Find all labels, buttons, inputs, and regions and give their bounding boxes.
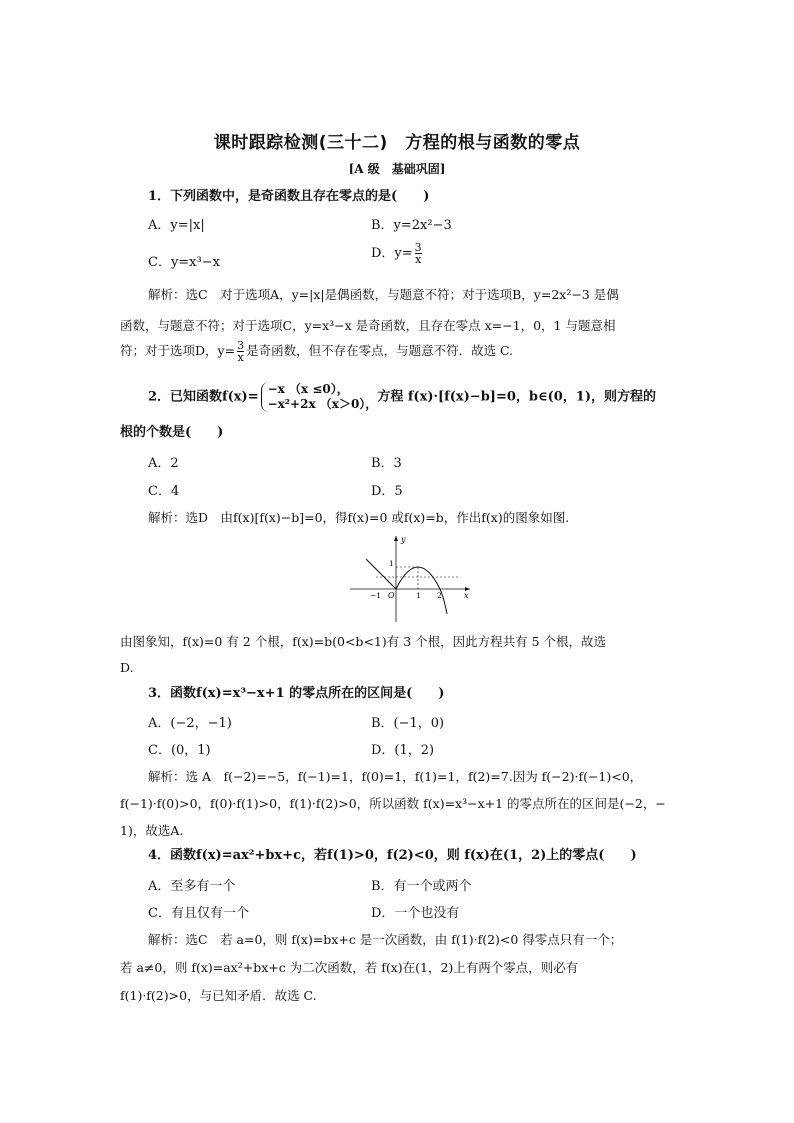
q3-option-d: D．(1，2) bbox=[371, 743, 435, 758]
q3-option-c: C．(0，1) bbox=[148, 743, 211, 758]
tick-label-1: 1 bbox=[416, 591, 421, 600]
q3-option-b: B．(−1，0) bbox=[371, 716, 445, 731]
tick-label-neg1: −1 bbox=[370, 591, 382, 600]
origin-label: O bbox=[388, 591, 395, 600]
fraction-numerator: 3 bbox=[414, 241, 422, 254]
q2-solution-line-1: 解析：选D 由f(x)[f(x)−b]=0，得f(x)=0 或f(x)=b，作出f(x)的图象如图. bbox=[148, 510, 570, 525]
question-3-stem: 3．函数f(x)=x³−x+1 的零点所在的区间是( ) bbox=[148, 686, 445, 701]
y-axis-label: y bbox=[401, 535, 406, 544]
y-tick-label-1: 1 bbox=[389, 559, 394, 568]
q1-option-d bbox=[371, 242, 424, 265]
function-graph bbox=[346, 532, 476, 624]
x-axis-label: x bbox=[464, 591, 469, 600]
sol3-prefix: 符；对于选项D，y= bbox=[120, 343, 236, 358]
question-1-stem: 1．下列函数中，是奇函数且存在零点的是( ) bbox=[148, 189, 430, 204]
question-4-stem: 4．函数f(x)=ax²+bx+c，若f(1)>0，f(2)<0，则 f(x)在(1，2)上的零点( ) bbox=[148, 848, 637, 863]
q2-stem-suffix: 方程 f(x)·[f(x)−b]=0，b∈(0，1)，则方程的 bbox=[377, 389, 656, 405]
q3-solution-line-1: 解析：选 A f(−2)=−5，f(−1)=1，f(0)=1，f(1)=1，f(2)=7.因为 f(−2)·f(−1)<0， bbox=[148, 769, 643, 784]
q3-solution-line-3: 1)，故选A. bbox=[120, 823, 184, 838]
page-title: 课时跟踪检测(三十二) 方程的根与函数的零点 bbox=[213, 133, 581, 153]
q1-option-a: A．y=|x| bbox=[148, 218, 205, 233]
q2-option-c: C．4 bbox=[148, 484, 180, 499]
q4-option-a: A．至多有一个 bbox=[148, 879, 236, 894]
q2-solution-line-2: 由图象知，f(x)=0 有 2 个根，f(x)=b(0<b<1)有 3 个根，因此方程共有 5 个根，故选 bbox=[120, 634, 607, 649]
piecewise-function bbox=[261, 382, 378, 412]
q1-option-d-prefix: D．y= bbox=[371, 246, 413, 261]
q1-option-b: B．y=2x²−3 bbox=[371, 218, 452, 233]
fraction-denominator: x bbox=[237, 351, 244, 364]
q1-solution-line-1: 解析：选C 对于选项A，y=|x|是偶函数，与题意不符；对于选项B，y=2x²−3 是偶 bbox=[148, 287, 619, 302]
q4-solution-line-1: 解析：选C 若 a=0，则 f(x)=bx+c 是一次函数，由 f(1)·f(2)<0 得零点只有一个； bbox=[148, 932, 623, 947]
q4-solution-line-3: f(1)·f(2)>0，与已知矛盾．故选 C. bbox=[120, 988, 317, 1003]
q1-solution-fraction bbox=[237, 340, 244, 363]
q2-option-d: D．5 bbox=[371, 484, 403, 499]
q4-option-d: D．一个也没有 bbox=[371, 906, 460, 921]
y-axis-arrow bbox=[394, 536, 398, 541]
piece-1: −x （x ≤0）， bbox=[267, 382, 349, 396]
q4-solution-line-2: 若 a≠0，则 f(x)=ax²+bx+c 为二次函数，若 f(x)在(1，2)上有两个零点，则必有 bbox=[120, 960, 579, 975]
tick-label-2: 2 bbox=[437, 591, 442, 600]
q2-solution-line-3: D. bbox=[120, 660, 134, 675]
q1-solution-line-2: 函数，与题意不符；对于选项C，y=x³−x 是奇函数，且存在零点 x=−1，0，1 与题意相 bbox=[120, 318, 616, 333]
q3-solution-line-2: f(−1)·f(0)>0，f(0)·f(1)>0，f(1)·f(2)>0，所以函数 f(x)=x³−x+1 的零点所在的区间是(−2，− bbox=[120, 796, 666, 811]
piece-2: −x²+2x （x＞0）， bbox=[267, 397, 378, 411]
fraction-denominator: x bbox=[415, 253, 422, 266]
section-level: [A 级 基础巩固] bbox=[348, 162, 446, 176]
question-2-stem-line-2: 根的个数是( ) bbox=[120, 425, 224, 440]
q1-option-d-fraction bbox=[415, 242, 422, 265]
q4-option-b: B．有一个或两个 bbox=[371, 879, 472, 894]
q2-stem-prefix: 2．已知函数f(x)= bbox=[148, 389, 259, 405]
fraction-numerator: 3 bbox=[237, 339, 245, 352]
q2-option-b: B．3 bbox=[371, 456, 402, 471]
q1-solution-line-3 bbox=[120, 340, 513, 363]
q3-option-a: A．(−2，−1) bbox=[148, 716, 232, 731]
q2-option-a: A．2 bbox=[148, 456, 179, 471]
sol3-suffix: 是奇函数，但不存在零点，与题意不符．故选 C. bbox=[246, 343, 514, 358]
question-2-stem bbox=[148, 382, 656, 412]
q1-option-c: C．y=x³−x bbox=[148, 255, 220, 270]
q4-option-c: C．有且仅有一个 bbox=[148, 906, 249, 921]
